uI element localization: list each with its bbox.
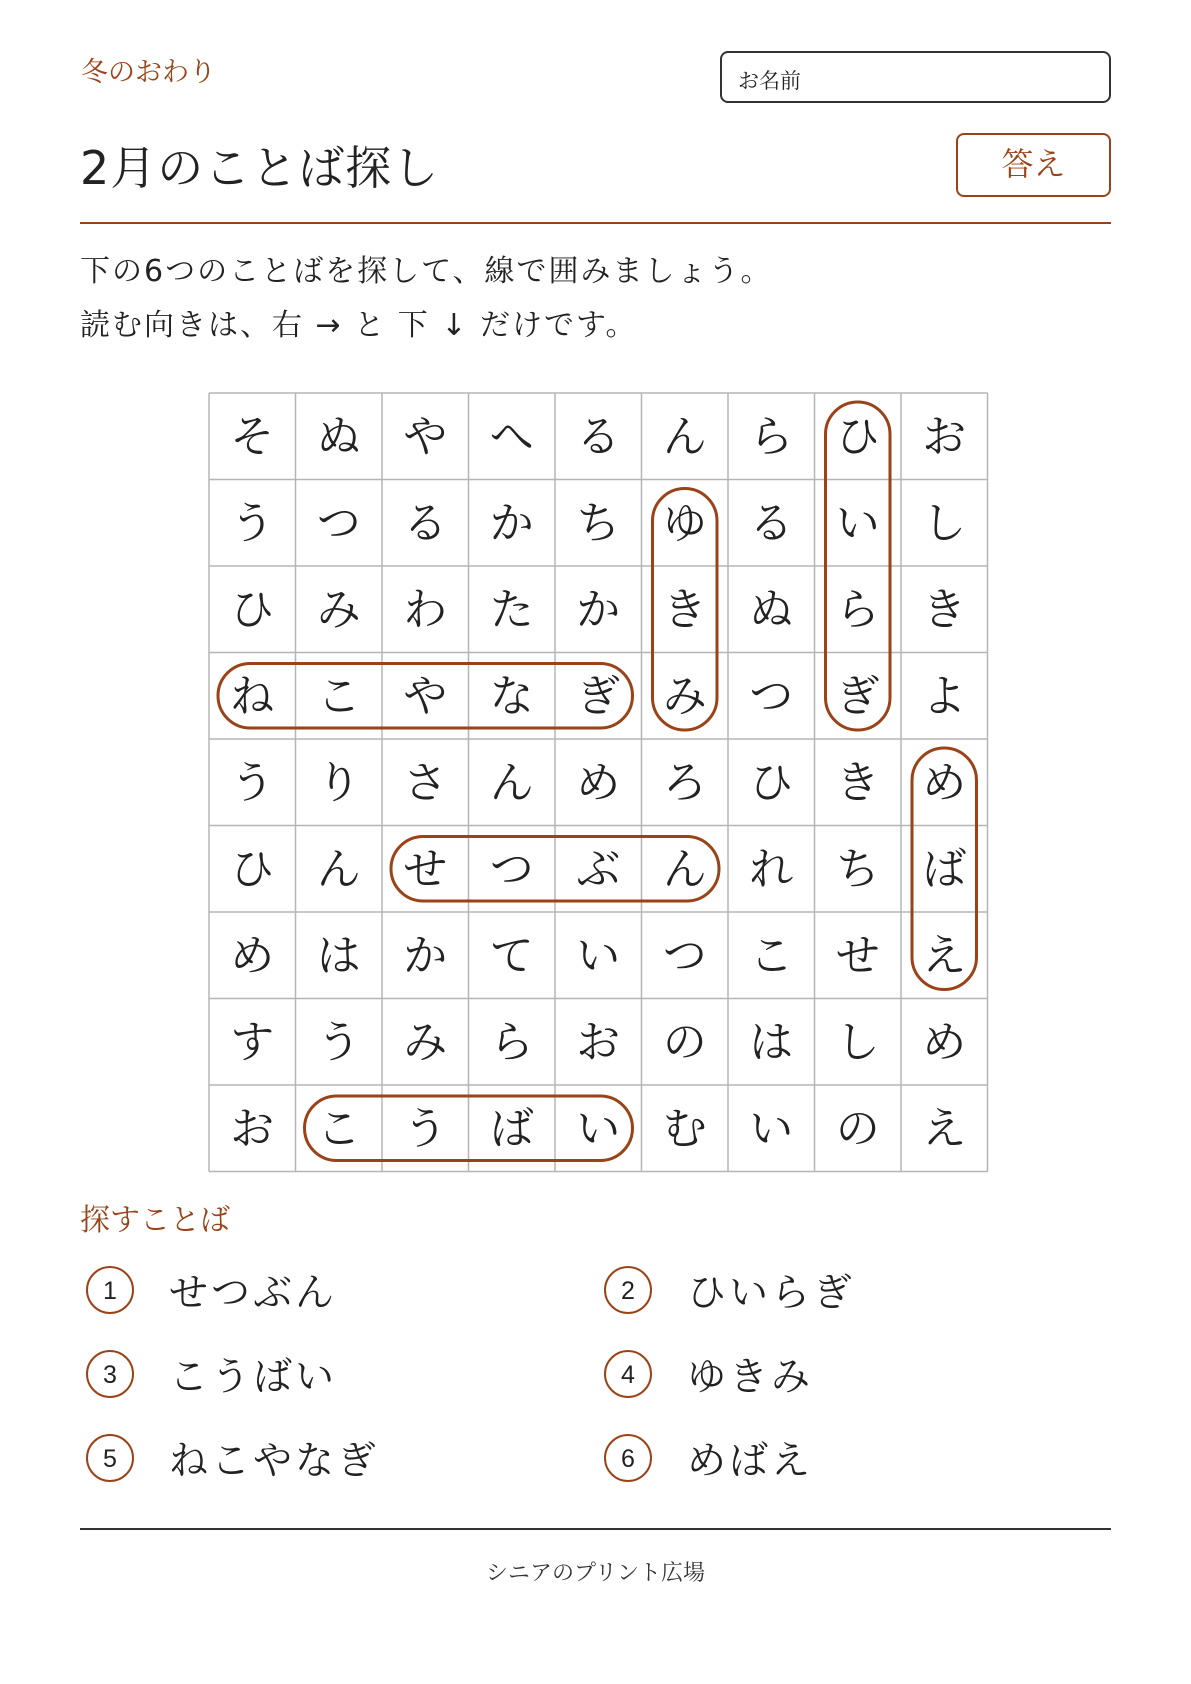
grid-cell-1-0[interactable]: う bbox=[230, 497, 275, 549]
grid-cell-7-1[interactable]: う bbox=[316, 1016, 361, 1068]
name-field-label: お名前 bbox=[738, 69, 801, 93]
grid-cell-5-7[interactable]: ち bbox=[835, 843, 880, 895]
grid-cell-2-0[interactable]: ひ bbox=[230, 584, 275, 636]
grid-cell-1-4[interactable]: ち bbox=[576, 497, 621, 549]
grid-cell-2-4[interactable]: か bbox=[576, 584, 621, 636]
grid-cell-4-7[interactable]: き bbox=[835, 757, 880, 809]
grid-cell-8-6[interactable]: い bbox=[749, 1103, 794, 1155]
word-item-1 bbox=[86, 1266, 566, 1322]
grid-cell-6-2[interactable]: か bbox=[403, 930, 448, 982]
grid-cell-1-1[interactable]: つ bbox=[316, 497, 361, 549]
word-number-badge: 5 bbox=[86, 1434, 134, 1482]
grid-cell-3-4[interactable]: ぎ bbox=[576, 670, 621, 722]
word-number-badge: 1 bbox=[86, 1266, 134, 1314]
grid-cell-7-0[interactable]: す bbox=[230, 1016, 275, 1068]
instruction-line-1: 下の6つのことばを探して、線で囲みましょう。 bbox=[80, 254, 773, 289]
grid-cell-6-4[interactable]: い bbox=[576, 930, 621, 982]
grid-cell-5-3[interactable]: つ bbox=[489, 843, 534, 895]
grid-cell-6-3[interactable]: て bbox=[489, 930, 534, 982]
grid-cell-5-1[interactable]: ん bbox=[316, 843, 361, 895]
grid-cell-0-7[interactable]: ひ bbox=[835, 411, 880, 463]
grid-cell-8-0[interactable]: お bbox=[230, 1103, 275, 1155]
grid-cell-4-3[interactable]: ん bbox=[489, 757, 534, 809]
grid-cell-3-5[interactable]: み bbox=[662, 670, 707, 722]
grid-cell-0-0[interactable]: そ bbox=[230, 411, 275, 463]
page-title: 2月のことば探し bbox=[80, 141, 440, 195]
grid-cell-1-7[interactable]: い bbox=[835, 497, 880, 549]
grid-cell-1-6[interactable]: る bbox=[749, 497, 794, 549]
grid-cell-6-6[interactable]: こ bbox=[749, 930, 794, 982]
grid-cell-2-8[interactable]: き bbox=[922, 584, 967, 636]
grid-cell-7-7[interactable]: し bbox=[835, 1016, 880, 1068]
grid-cell-3-2[interactable]: や bbox=[403, 670, 448, 722]
word-number-badge: 4 bbox=[604, 1350, 652, 1398]
grid-cell-5-8[interactable]: ば bbox=[922, 843, 967, 895]
grid-cell-8-5[interactable]: む bbox=[662, 1103, 707, 1155]
footer-credit: シニアのプリント広場 bbox=[485, 1561, 706, 1586]
grid-cell-0-1[interactable]: ぬ bbox=[316, 411, 361, 463]
grid-cell-2-7[interactable]: ら bbox=[835, 584, 880, 636]
grid-cell-6-1[interactable]: は bbox=[316, 930, 361, 982]
grid-cell-8-2[interactable]: う bbox=[403, 1103, 448, 1155]
word-text: めばえ bbox=[687, 1439, 814, 1484]
grid-cell-4-6[interactable]: ひ bbox=[749, 757, 794, 809]
grid-cell-0-4[interactable]: る bbox=[576, 411, 621, 463]
grid-cell-4-8[interactable]: め bbox=[922, 757, 967, 809]
grid-cell-0-2[interactable]: や bbox=[403, 411, 448, 463]
grid-cell-4-2[interactable]: さ bbox=[403, 757, 448, 809]
grid-cell-0-3[interactable]: へ bbox=[489, 411, 534, 463]
grid-cell-6-7[interactable]: せ bbox=[835, 930, 880, 982]
word-item-4 bbox=[604, 1350, 1084, 1406]
series-label: 冬のおわり bbox=[81, 57, 216, 88]
word-number-badge: 6 bbox=[604, 1434, 652, 1482]
word-item-5 bbox=[86, 1434, 566, 1490]
grid-cell-6-0[interactable]: め bbox=[230, 930, 275, 982]
word-number-badge: 2 bbox=[604, 1266, 652, 1314]
grid-cell-4-4[interactable]: め bbox=[576, 757, 621, 809]
word-item-3 bbox=[86, 1350, 566, 1406]
grid-cell-2-2[interactable]: わ bbox=[403, 584, 448, 636]
word-text: ひいらぎ bbox=[687, 1271, 856, 1316]
grid-cell-2-1[interactable]: み bbox=[316, 584, 361, 636]
footer-divider bbox=[80, 1528, 1111, 1530]
grid-cell-3-6[interactable]: つ bbox=[749, 670, 794, 722]
grid-cell-2-6[interactable]: ぬ bbox=[749, 584, 794, 636]
grid-cell-3-3[interactable]: な bbox=[489, 670, 534, 722]
word-text: こうばい bbox=[169, 1355, 338, 1400]
grid-cell-8-7[interactable]: の bbox=[835, 1103, 880, 1155]
grid-cell-5-5[interactable]: ん bbox=[662, 843, 707, 895]
grid-cell-7-5[interactable]: の bbox=[662, 1016, 707, 1068]
instruction-line-2: 読む向きは、右 → と 下 ↓ だけです。 bbox=[80, 308, 638, 343]
grid-cell-5-4[interactable]: ぶ bbox=[576, 843, 621, 895]
grid-cell-3-1[interactable]: こ bbox=[316, 670, 361, 722]
grid-cell-6-8[interactable]: え bbox=[922, 930, 967, 982]
grid-cell-3-0[interactable]: ね bbox=[230, 670, 275, 722]
grid-cell-1-2[interactable]: る bbox=[403, 497, 448, 549]
grid-cell-4-5[interactable]: ろ bbox=[662, 757, 707, 809]
grid-cell-2-5[interactable]: き bbox=[662, 584, 707, 636]
grid-cell-1-5[interactable]: ゆ bbox=[662, 497, 707, 549]
grid-cell-1-8[interactable]: し bbox=[922, 497, 967, 549]
word-item-6 bbox=[604, 1434, 1084, 1490]
grid-cell-4-1[interactable]: り bbox=[316, 757, 361, 809]
grid-cell-7-6[interactable]: は bbox=[749, 1016, 794, 1068]
grid-cell-8-8[interactable]: え bbox=[922, 1103, 967, 1155]
grid-cell-0-5[interactable]: ん bbox=[662, 411, 707, 463]
grid-cell-7-4[interactable]: お bbox=[576, 1016, 621, 1068]
grid-cell-6-5[interactable]: つ bbox=[662, 930, 707, 982]
word-text: せつぶん bbox=[169, 1271, 338, 1316]
grid-cell-2-3[interactable]: た bbox=[489, 584, 534, 636]
grid-cell-7-3[interactable]: ら bbox=[489, 1016, 534, 1068]
word-text: ねこやなぎ bbox=[169, 1439, 380, 1484]
answer-badge: 答え bbox=[956, 133, 1111, 197]
word-item-2 bbox=[604, 1266, 1084, 1322]
grid-cell-8-1[interactable]: こ bbox=[316, 1103, 361, 1155]
word-list-label: 探すことば bbox=[80, 1203, 230, 1238]
grid-cell-4-0[interactable]: う bbox=[230, 757, 275, 809]
word-number-badge: 3 bbox=[86, 1350, 134, 1398]
grid-cell-5-6[interactable]: れ bbox=[749, 843, 794, 895]
grid-cell-3-8[interactable]: よ bbox=[922, 670, 967, 722]
word-text: ゆきみ bbox=[687, 1355, 814, 1400]
grid-cell-7-2[interactable]: み bbox=[403, 1016, 448, 1068]
grid-cell-5-0[interactable]: ひ bbox=[230, 843, 275, 895]
grid-cell-5-2[interactable]: せ bbox=[403, 843, 448, 895]
grid-cell-3-7[interactable]: ぎ bbox=[835, 670, 880, 722]
grid-cell-0-8[interactable]: お bbox=[922, 411, 967, 463]
grid-cell-1-3[interactable]: か bbox=[489, 497, 534, 549]
grid-cell-8-4[interactable]: い bbox=[576, 1103, 621, 1155]
grid-cell-7-8[interactable]: め bbox=[922, 1016, 967, 1068]
grid-cell-8-3[interactable]: ば bbox=[489, 1103, 534, 1155]
grid-cell-0-6[interactable]: ら bbox=[749, 411, 794, 463]
